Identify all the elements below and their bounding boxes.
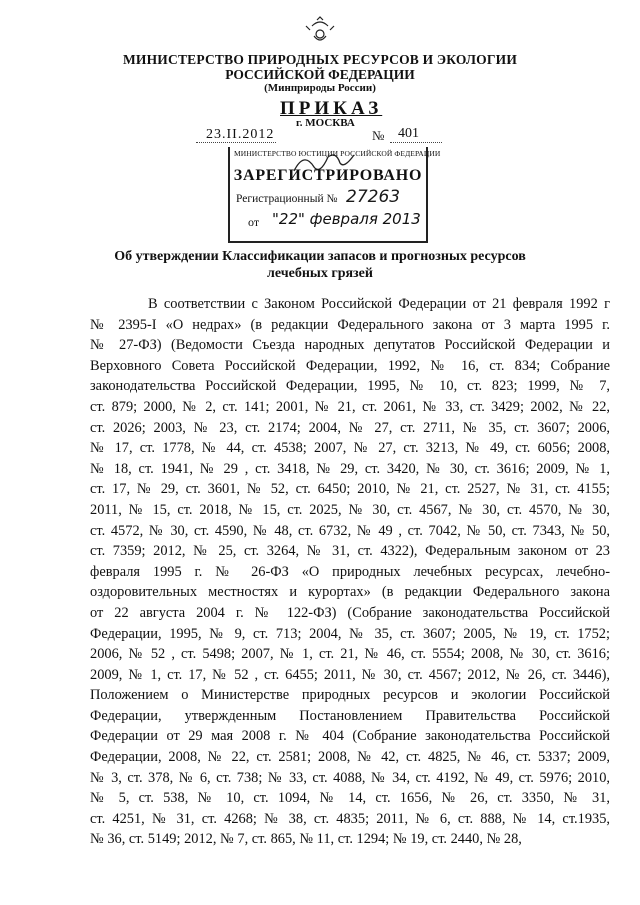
body-line: Федерации, 1995, № 9, ст. 713; 2004, № 35, ст. 3607; 2005, № 19, ст. 1752; xyxy=(90,625,610,642)
number-underline xyxy=(390,142,442,143)
body-line: ст. 879; 2000, № 2, ст. 141; 2001, № 21, ст. 2061, № 33, ст. 3429; 2002, № 22, xyxy=(90,398,610,415)
stamp-reg-number: 27263 xyxy=(346,187,401,207)
body-line: № 3, ст. 378, № 6, ст. 738; № 33, ст. 4088, № 34, ст. 4192, № 49, ст. 5976; 2010, xyxy=(90,769,610,786)
order-number-label: № xyxy=(372,128,385,143)
order-date: 23.II.2012 xyxy=(206,127,275,142)
ministry-name-line2: РОССИЙСКОЙ ФЕДЕРАЦИИ xyxy=(225,67,415,82)
registration-stamp xyxy=(228,147,441,243)
stamp-registered-text: ЗАРЕГИСТРИРОВАНО xyxy=(233,167,423,184)
body-line: В соответствии с Законом Российской Федерации от 21 февраля 1992 г xyxy=(148,296,610,312)
document-title-line2: лечебных грязей xyxy=(267,266,373,281)
body-line: 2009, № 1, ст. 17, № 52 , ст. 6455; 2011, № 30, ст. 4567; 2012, № 26, ст. 3446), xyxy=(90,666,610,683)
body-line: февраля 1995 г. № 26-ФЗ «О природных лечебных ресурсах, лечебно- xyxy=(90,563,610,580)
body-line: Федерации, утвержденным Постановлением Правительства Российской xyxy=(90,707,610,724)
body-line: Федерации от 29 мая 2008 г. № 404 (Собрание законодательства Российской xyxy=(90,728,610,745)
ministry-short-name: (Минприроды России) xyxy=(264,82,376,94)
body-line: № 18, ст. 1941, № 29 , ст. 3418, № 29, ст. 3420, № 30, ст. 3616; 2009, № 1, xyxy=(90,460,610,477)
body-line: № 17, ст. 1778, № 44, ст. 4538; 2007, № 27, ст. 3213, № 49, ст. 6056; 2008, xyxy=(90,440,610,457)
document-body xyxy=(90,294,610,850)
body-line: ст. 7359; 2012, № 25, ст. 3264, № 31, ст. 4322), Федеральным законом от 23 xyxy=(90,543,610,560)
body-line: ст. 17, № 29, ст. 3601, № 52, ст. 6450; 2010, № 21, ст. 2527, № 31, ст. 4155; xyxy=(90,481,610,498)
order-title: ПРИКАЗ xyxy=(280,98,383,119)
body-line: Положением о Министерстве природных ресурсов и экологии Российской xyxy=(90,687,610,704)
body-line: 2006, № 52 , ст. 5498; 2007, № 1, ст. 21, № 46, ст. 5554; 2008, № 30, ст. 3616; xyxy=(90,646,610,663)
stamp-ministry-line: МИНИСТЕРСТВО ЮСТИЦИИ РОССИЙСКОЙ ФЕДЕРАЦИИ xyxy=(234,149,441,158)
stamp-date-handwritten: "22" февраля 2013 xyxy=(272,210,421,228)
order-city: г. МОСКВА xyxy=(296,117,355,129)
document-title xyxy=(0,248,640,282)
body-line: № 27-ФЗ) (Ведомости Съезда народных депутатов Российской Федерации и xyxy=(90,337,610,354)
ministry-name-line1: МИНИСТЕРСТВО ПРИРОДНЫХ РЕСУРСОВ И ЭКОЛОГИИ xyxy=(122,52,518,67)
body-line: ст. 4572, № 30, ст. 4590, № 48, ст. 6732, № 49 , ст. 7042, № 50, ст. 7343, № 50, xyxy=(90,522,610,539)
body-line: ст. 4251, № 31, ст. 4268; № 38, ст. 4835; 2011, № 6, ст. 888, № 14, ст.1935, xyxy=(90,810,610,827)
body-line: законодательства Российской Федерации, 1995, № 10, ст. 823; 1999, № 7, xyxy=(90,378,610,395)
body-line: Верховного Совета Российской Федерации, 1992, № 16, ст. 834; Собрание xyxy=(90,357,610,374)
document-title-line1: Об утверждении Классификации запасов и прогнозных ресурсов xyxy=(114,249,526,264)
body-line: № 5, ст. 538, № 10, ст. 1094, № 14, ст. 1656, № 26, ст. 3350, № 31, xyxy=(90,790,610,807)
body-line: 2011, № 15, ст. 2018, № 15, ст. 2025, № 30, ст. 4567, № 30, ст. 4570, № 30, xyxy=(90,501,610,518)
body-line: № 36, ст. 5149; 2012, № 7, ст. 865, № 11, ст. 1294; № 19, ст. 2440, № 28, xyxy=(90,831,522,848)
body-line: № 2395-I «О недрах» (в редакции Федерального закона от 3 марта 1995 г. xyxy=(90,316,610,333)
stamp-reg-label: Регистрационный № xyxy=(236,193,338,205)
coat-of-arms-emblem xyxy=(300,14,340,54)
body-line: Федерации, 2008, № 22, ст. 2581; 2008, № 42, ст. 4825, № 46, ст. 5337; 2009, xyxy=(90,749,610,766)
body-line: от 22 августа 2004 г. № 122-ФЗ) (Собрание законодательства Российской xyxy=(90,604,610,621)
body-line: ст. 2026; 2003, № 23, ст. 2174; 2004, № 27, ст. 2711, № 35, ст. 3607; 2006, xyxy=(90,419,610,436)
body-line: оздоровительных местностях и курортах» (в редакции Федерального закона xyxy=(90,584,610,601)
order-number: 401 xyxy=(398,126,419,141)
stamp-date-prefix: от xyxy=(248,215,260,229)
